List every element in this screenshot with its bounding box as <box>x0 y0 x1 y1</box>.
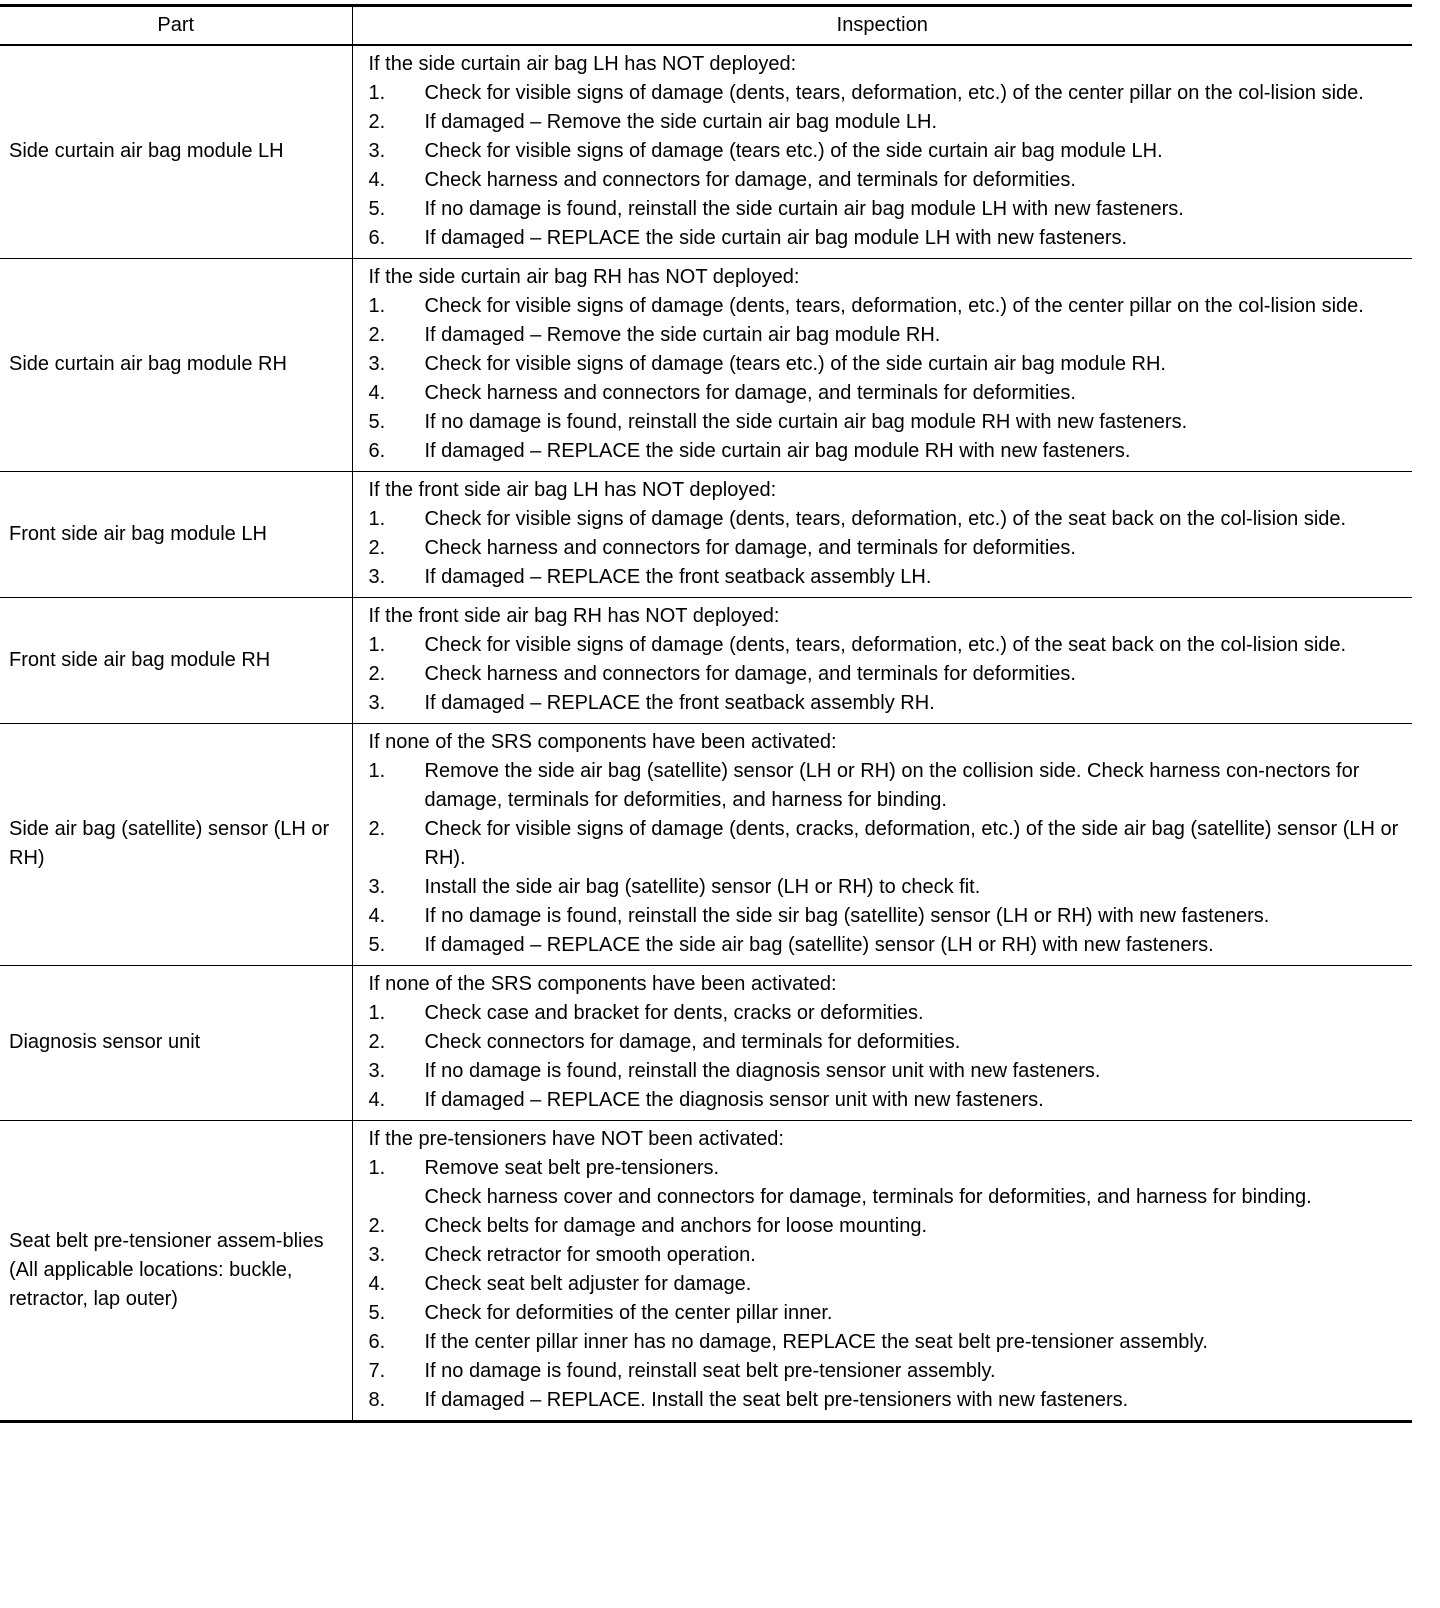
list-item <box>369 1212 1407 1241</box>
part-name: Side curtain air bag module RH <box>9 353 287 375</box>
inspection-intro: If none of the SRS components have been activated: <box>368 731 837 753</box>
list-item <box>369 1386 1407 1415</box>
step-number: 3. <box>368 876 386 898</box>
step-text: Check for visible signs of damage (dents, tears, deformation, etc.) of the center pillar on the col-lision side. <box>424 82 1364 104</box>
column-header-part: Part <box>0 6 352 46</box>
step-text: If damaged – REPLACE the front seatback assembly RH. <box>424 692 935 714</box>
inspection-table <box>0 4 1412 1423</box>
step-text: Check for deformities of the center pillar inner. <box>424 1302 833 1324</box>
column-header-inspection: Inspection <box>352 6 1412 46</box>
step-text: Check for visible signs of damage (tears etc.) of the side curtain air bag module LH. <box>424 140 1163 162</box>
part-cell <box>0 598 352 724</box>
list-item <box>369 757 1407 815</box>
inspection-steps <box>369 292 1407 466</box>
inspection-steps <box>369 631 1407 718</box>
step-text: If no damage is found, reinstall the side curtain air bag module LH with new fasteners. <box>424 198 1184 220</box>
list-item <box>369 505 1407 534</box>
step-text: Check harness and connectors for damage, and terminals for deformities. <box>424 382 1076 404</box>
table-row <box>0 472 1412 598</box>
step-number: 6. <box>368 440 386 462</box>
step-number: 5. <box>368 934 386 956</box>
step-text-block <box>425 1154 1407 1212</box>
step-number: 6. <box>368 1331 386 1353</box>
inspection-cell <box>352 598 1412 724</box>
list-item <box>369 534 1407 563</box>
step-text: If damaged – REPLACE the front seatback assembly LH. <box>424 566 932 588</box>
part-note: (All applicable locations: buckle, retractor, lap outer) <box>9 1258 293 1310</box>
part-name: Side curtain air bag module LH <box>9 140 284 162</box>
list-item <box>369 195 1407 224</box>
step-number: 1. <box>368 634 386 656</box>
inspection-intro: If the pre-tensioners have NOT been activated: <box>368 1128 784 1150</box>
step-text: If damaged – REPLACE the diagnosis sensor unit with new fasteners. <box>424 1089 1044 1111</box>
step-number: 7. <box>368 1360 386 1382</box>
table-row <box>0 598 1412 724</box>
list-item <box>369 1328 1407 1357</box>
list-item <box>369 815 1407 873</box>
step-text: Check for visible signs of damage (dents, tears, deformation, etc.) of the seat back on the col-lision side. <box>424 634 1347 656</box>
step-number: 1. <box>368 82 386 104</box>
step-number: 2. <box>368 111 386 133</box>
step-number: 4. <box>368 1273 386 1295</box>
inspection-intro: If the front side air bag RH has NOT deployed: <box>368 605 780 627</box>
list-item <box>369 108 1407 137</box>
list-item <box>369 166 1407 195</box>
step-number: 2. <box>368 818 386 840</box>
list-item <box>369 1057 1407 1086</box>
step-number: 8. <box>368 1389 386 1411</box>
step-number: 4. <box>368 905 386 927</box>
step-text: If damaged – REPLACE the side air bag (satellite) sensor (LH or RH) with new fasteners. <box>424 934 1214 956</box>
step-number: 4. <box>368 1089 386 1111</box>
step-number: 3. <box>368 1244 386 1266</box>
inspection-cell <box>352 966 1412 1121</box>
table-row <box>0 259 1412 472</box>
table-row <box>0 1121 1412 1422</box>
inspection-steps <box>369 1154 1407 1415</box>
list-item <box>369 931 1407 960</box>
part-name: Side air bag (satellite) sensor (LH or RH) <box>9 818 330 869</box>
inspection-steps <box>369 505 1407 592</box>
inspection-steps <box>369 999 1407 1115</box>
inspection-intro: If none of the SRS components have been activated: <box>368 973 837 995</box>
step-number: 1. <box>368 1157 386 1179</box>
step-text: Check for visible signs of damage (tears etc.) of the side curtain air bag module RH. <box>424 353 1166 375</box>
inspection-intro: If the side curtain air bag RH has NOT deployed: <box>368 266 800 288</box>
list-item <box>369 689 1407 718</box>
step-number: 2. <box>368 663 386 685</box>
step-text: If no damage is found, reinstall the diagnosis sensor unit with new fasteners. <box>424 1060 1101 1082</box>
inspection-cell <box>352 472 1412 598</box>
part-cell <box>0 966 352 1121</box>
list-item <box>369 224 1407 253</box>
step-number: 1. <box>368 508 386 530</box>
inspection-intro: If the front side air bag LH has NOT deployed: <box>368 479 777 501</box>
list-item <box>369 1270 1407 1299</box>
step-text: Check harness and connectors for damage, and terminals for deformities. <box>424 663 1076 685</box>
step-text: If damaged – REPLACE the side curtain air bag module RH with new fasteners. <box>424 440 1131 462</box>
list-item <box>369 350 1407 379</box>
step-number: 3. <box>368 353 386 375</box>
step-text: If damaged – Remove the side curtain air bag module RH. <box>424 324 941 346</box>
list-item <box>369 1086 1407 1115</box>
part-name: Front side air bag module RH <box>9 648 271 671</box>
list-item <box>369 999 1407 1028</box>
list-item <box>369 437 1407 466</box>
step-text: Check retractor for smooth operation. <box>424 1244 756 1266</box>
step-text: Check harness and connectors for damage, and terminals for deformities. <box>424 537 1076 559</box>
step-number: 4. <box>368 169 386 191</box>
step-text: If damaged – REPLACE. Install the seat belt pre-tensioners with new fasteners. <box>424 1389 1129 1411</box>
step-text: If no damage is found, reinstall the side sir bag (satellite) sensor (LH or RH) with new fasteners. <box>424 905 1270 927</box>
part-cell <box>0 45 352 259</box>
part-name: Front side air bag module LH <box>9 522 267 545</box>
step-text: Check belts for damage and anchors for loose mounting. <box>424 1215 928 1237</box>
table-row <box>0 45 1412 259</box>
inspection-intro: If the side curtain air bag LH has NOT deployed: <box>368 53 797 75</box>
table-row <box>0 724 1412 966</box>
step-number: 1. <box>368 760 386 782</box>
step-number: 3. <box>368 566 386 588</box>
part-cell <box>0 259 352 472</box>
step-text: Check connectors for damage, and terminals for deformities. <box>424 1031 961 1053</box>
step-number: 1. <box>368 295 386 317</box>
step-text: If damaged – REPLACE the side curtain air bag module LH with new fasteners. <box>424 227 1128 249</box>
step-text: Remove the side air bag (satellite) sensor (LH or RH) on the collision side. Check harness con-nectors for damage, terminals for deformities, and harness for binding. <box>424 760 1360 811</box>
step-number: 1. <box>368 1002 386 1024</box>
inspection-steps <box>369 79 1407 253</box>
list-item <box>369 563 1407 592</box>
step-text: Remove seat belt pre-tensioners. <box>424 1157 720 1179</box>
step-subtext: Check harness cover and connectors for damage, terminals for deformities, and harness for binding. <box>424 1186 1312 1208</box>
step-number: 3. <box>368 692 386 714</box>
step-text: Check harness and connectors for damage, and terminals for deformities. <box>424 169 1076 191</box>
list-item <box>369 292 1407 321</box>
list-item <box>369 1028 1407 1057</box>
step-text: If no damage is found, reinstall seat belt pre-tensioner assembly. <box>424 1360 996 1382</box>
step-number: 5. <box>368 1302 386 1324</box>
list-item <box>369 660 1407 689</box>
step-text: Check case and bracket for dents, cracks or deformities. <box>424 1002 924 1024</box>
step-text: If the center pillar inner has no damage, REPLACE the seat belt pre-tensioner assembly. <box>424 1331 1208 1353</box>
step-text: Check for visible signs of damage (dents, cracks, deformation, etc.) of the side air bag (satellite) sensor (LH or RH). <box>424 818 1399 869</box>
inspection-cell <box>352 1121 1412 1422</box>
part-cell <box>0 724 352 966</box>
header-row <box>0 6 1412 46</box>
list-item <box>369 1241 1407 1270</box>
list-item <box>369 1299 1407 1328</box>
step-number: 2. <box>368 1031 386 1053</box>
list-item <box>369 1154 1407 1212</box>
step-number: 6. <box>368 227 386 249</box>
part-cell <box>0 472 352 598</box>
list-item <box>369 873 1407 902</box>
step-number: 5. <box>368 198 386 220</box>
inspection-cell <box>352 45 1412 259</box>
inspection-steps <box>369 757 1407 960</box>
inspection-cell <box>352 259 1412 472</box>
inspection-cell <box>352 724 1412 966</box>
step-text: Install the side air bag (satellite) sensor (LH or RH) to check fit. <box>424 876 981 898</box>
part-cell <box>0 1121 352 1422</box>
list-item <box>369 1357 1407 1386</box>
step-number: 3. <box>368 1060 386 1082</box>
list-item <box>369 321 1407 350</box>
step-text: If damaged – Remove the side curtain air bag module LH. <box>424 111 938 133</box>
step-number: 2. <box>368 324 386 346</box>
step-number: 2. <box>368 537 386 559</box>
step-number: 4. <box>368 382 386 404</box>
step-text: If no damage is found, reinstall the side curtain air bag module RH with new fasteners. <box>424 411 1188 433</box>
step-text: Check for visible signs of damage (dents, tears, deformation, etc.) of the seat back on the col-lision side. <box>424 508 1347 530</box>
step-number: 2. <box>368 1215 386 1237</box>
step-number: 3. <box>368 140 386 162</box>
step-number: 5. <box>368 411 386 433</box>
part-name: Seat belt pre-tensioner assem-blies <box>9 1229 324 1252</box>
list-item <box>369 408 1407 437</box>
list-item <box>369 379 1407 408</box>
list-item <box>369 631 1407 660</box>
table-row <box>0 966 1412 1121</box>
list-item <box>369 137 1407 166</box>
step-text: Check seat belt adjuster for damage. <box>424 1273 752 1295</box>
list-item <box>369 902 1407 931</box>
list-item <box>369 79 1407 108</box>
part-name: Diagnosis sensor unit <box>9 1031 201 1053</box>
step-text: Check for visible signs of damage (dents, tears, deformation, etc.) of the center pillar on the col-lision side. <box>424 295 1364 317</box>
